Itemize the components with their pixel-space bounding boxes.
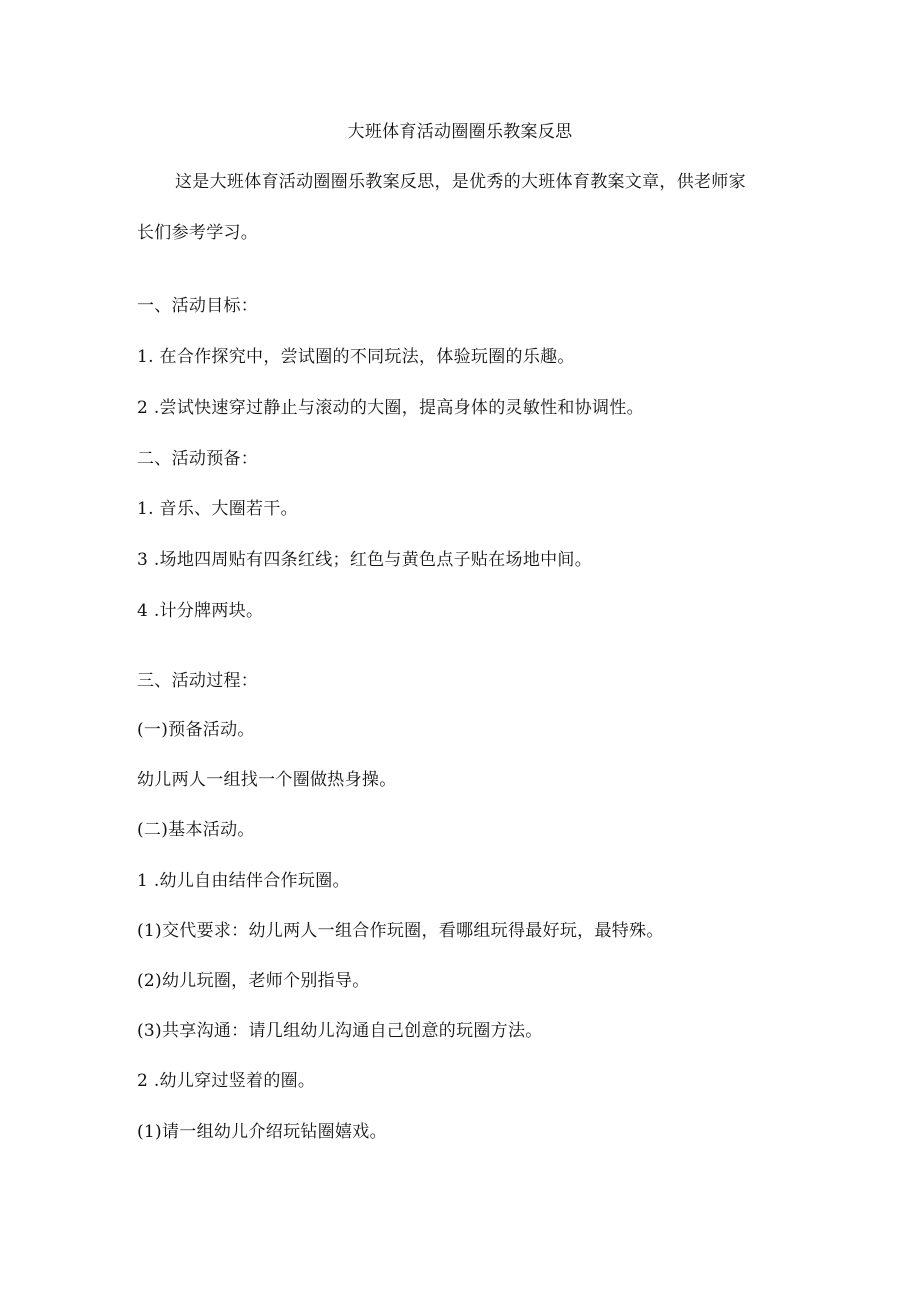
- section-heading-prep: 二、活动预备：: [137, 449, 259, 469]
- section-heading-process: 三、活动过程：: [137, 671, 259, 691]
- intro-line-2: 长们参考学习。: [137, 223, 259, 243]
- step-b-item-1: 1 .幼儿自由结伴合作玩圈。: [137, 871, 350, 891]
- step-a-text: 幼儿两人一组找一个圈做热身操。: [137, 770, 397, 790]
- step-b-item-2-sub-1: (1)请一组幼儿介绍玩钻圈嬉戏。: [137, 1122, 387, 1142]
- step-b-item-1-sub-3: (3)共享沟通：请几组幼儿沟通自己创意的玩圈方法。: [137, 1021, 543, 1041]
- step-b-item-2: 2 .幼儿穿过竖着的圈。: [137, 1071, 316, 1091]
- step-b-heading: (二)基本活动。: [137, 820, 255, 840]
- step-b-item-1-sub-1: (1)交代要求：幼儿两人一组合作玩圈，看哪组玩得最好玩，最特殊。: [137, 921, 664, 941]
- intro-line-1: 这是大班体育活动圈圈乐教案反思，是优秀的大班体育教案文章，供老师家: [175, 172, 746, 192]
- step-a-heading: (一)预备活动。: [137, 720, 255, 740]
- section-heading-goals: 一、活动目标：: [137, 296, 259, 316]
- prep-item-3: 4 .计分牌两块。: [137, 601, 264, 621]
- document-title: 大班体育活动圈圈乐教案反思: [347, 122, 573, 142]
- goal-item-2: 2 .尝试快速穿过静止与滚动的大圈，提高身体的灵敏性和协调性。: [137, 398, 644, 418]
- prep-item-2: 3 .场地四周贴有四条红线；红色与黄色点子贴在场地中间。: [137, 550, 593, 570]
- step-b-item-1-sub-2: (2)幼儿玩圈，老师个别指导。: [137, 971, 370, 991]
- goal-item-1: 1. 在合作探究中，尝试圈的不同玩法，体验玩圈的乐趣。: [137, 347, 575, 367]
- prep-item-1: 1. 音乐、大圈若干。: [137, 499, 298, 519]
